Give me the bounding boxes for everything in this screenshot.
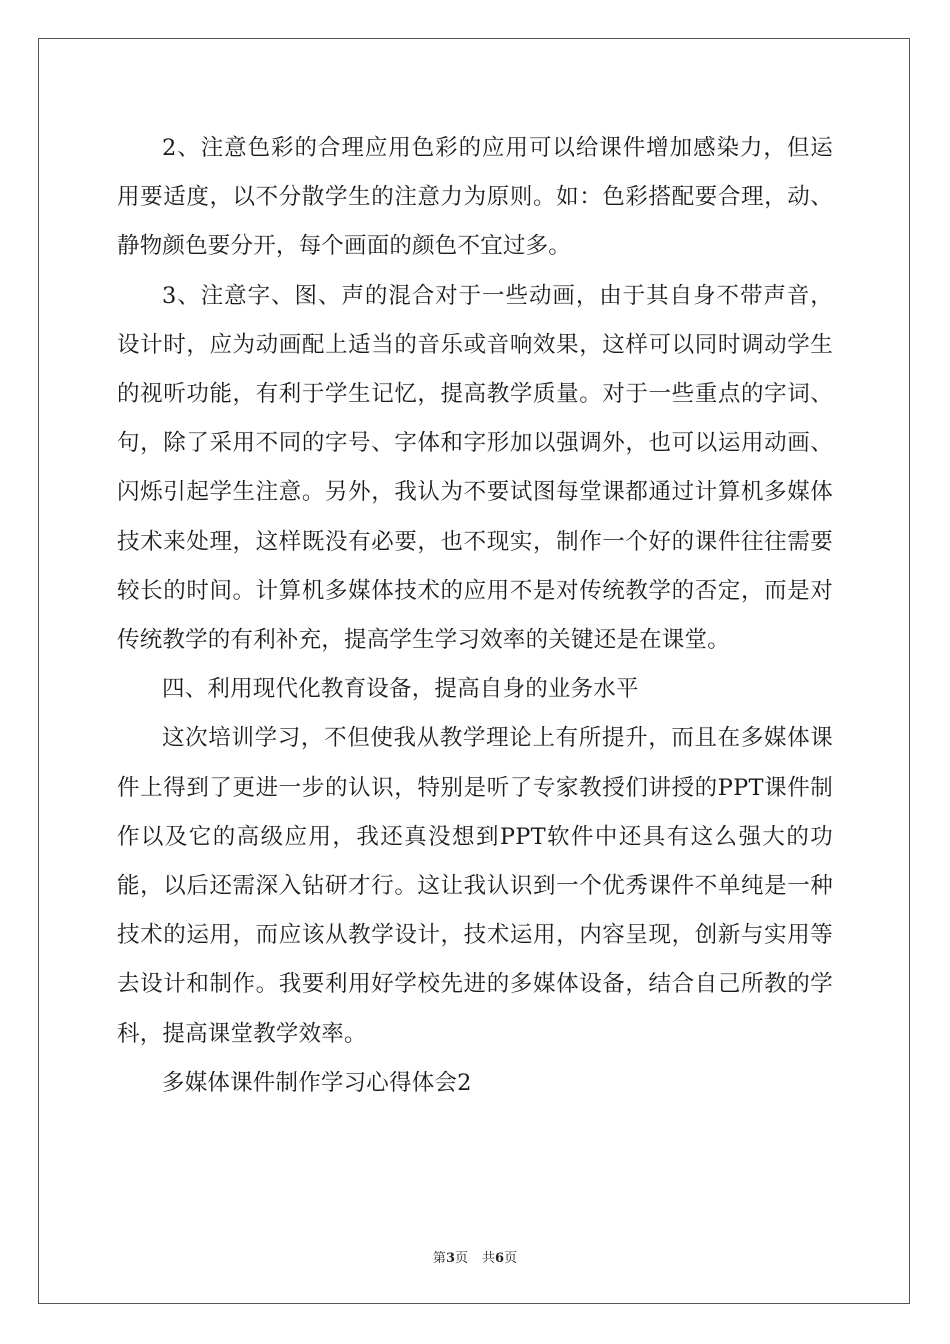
paragraph-color-usage: 2、注意色彩的合理应用色彩的应用可以给课件增加感染力，但运用要适度，以不分散学生的注意力为原则。如：色彩搭配要合理，动、静物颜色要分开，每个画面的颜色不宜过多。 bbox=[117, 135, 833, 260]
section-heading: 四、利用现代化教育设备，提高自身的业务水平 bbox=[162, 676, 639, 703]
footer-page-word: 页 bbox=[454, 1251, 468, 1266]
paragraph-text-image-sound: 3、注意字、图、声的混合对于一些动画，由于其自身不带声音，设计时，应为动画配上适当的音乐或音响效果，这样可以同时调动学生的视听功能，有利于学生记忆，提高教学质量。对于一些重点的字词、句，除了采用不同的字号、字体和字形加以强调外，也可以运用动画、闪烁引起学生注意。另外，我认为不要试图每堂课都通过计算机多媒体技术来处理，这样既没有必要，也不现实，制作一个好的课件往往需要较长的时间。计算机多媒体技术的应用不是对传统教学的否定，而是对传统教学的有利补充，提高学生学习效率的关键还是在课堂。 bbox=[117, 282, 833, 654]
total-pages-number: 6 bbox=[495, 1251, 505, 1266]
paragraph-training-reflection: 这次培训学习，不但使我从教学理论上有所提升，而且在多媒体课件上得到了更进一步的认识，特别是听了专家教授们讲授的PPT课件制作以及它的高级应用，我还真没想到PPT软件中还具有这么强大的功能，以后还需深入钻研才行。这让我认识到一个优秀课件不单纯是一种技术的运用，而应该从教学设计，技术运用，内容呈现，创新与实用等去设计和制作。我要利用好学校先进的多媒体设备，结合自己所教的学科，提高课堂教学效率。 bbox=[117, 725, 833, 1047]
footer-total-suffix: 页 bbox=[504, 1251, 518, 1266]
current-page-number: 3 bbox=[445, 1251, 455, 1266]
footer-prefix: 第 bbox=[432, 1251, 446, 1266]
page-footer bbox=[0, 1247, 950, 1266]
footer-total-prefix: 共 bbox=[482, 1251, 496, 1266]
document-body bbox=[117, 124, 833, 1108]
next-article-title: 多媒体课件制作学习心得体会2 bbox=[162, 1069, 472, 1096]
